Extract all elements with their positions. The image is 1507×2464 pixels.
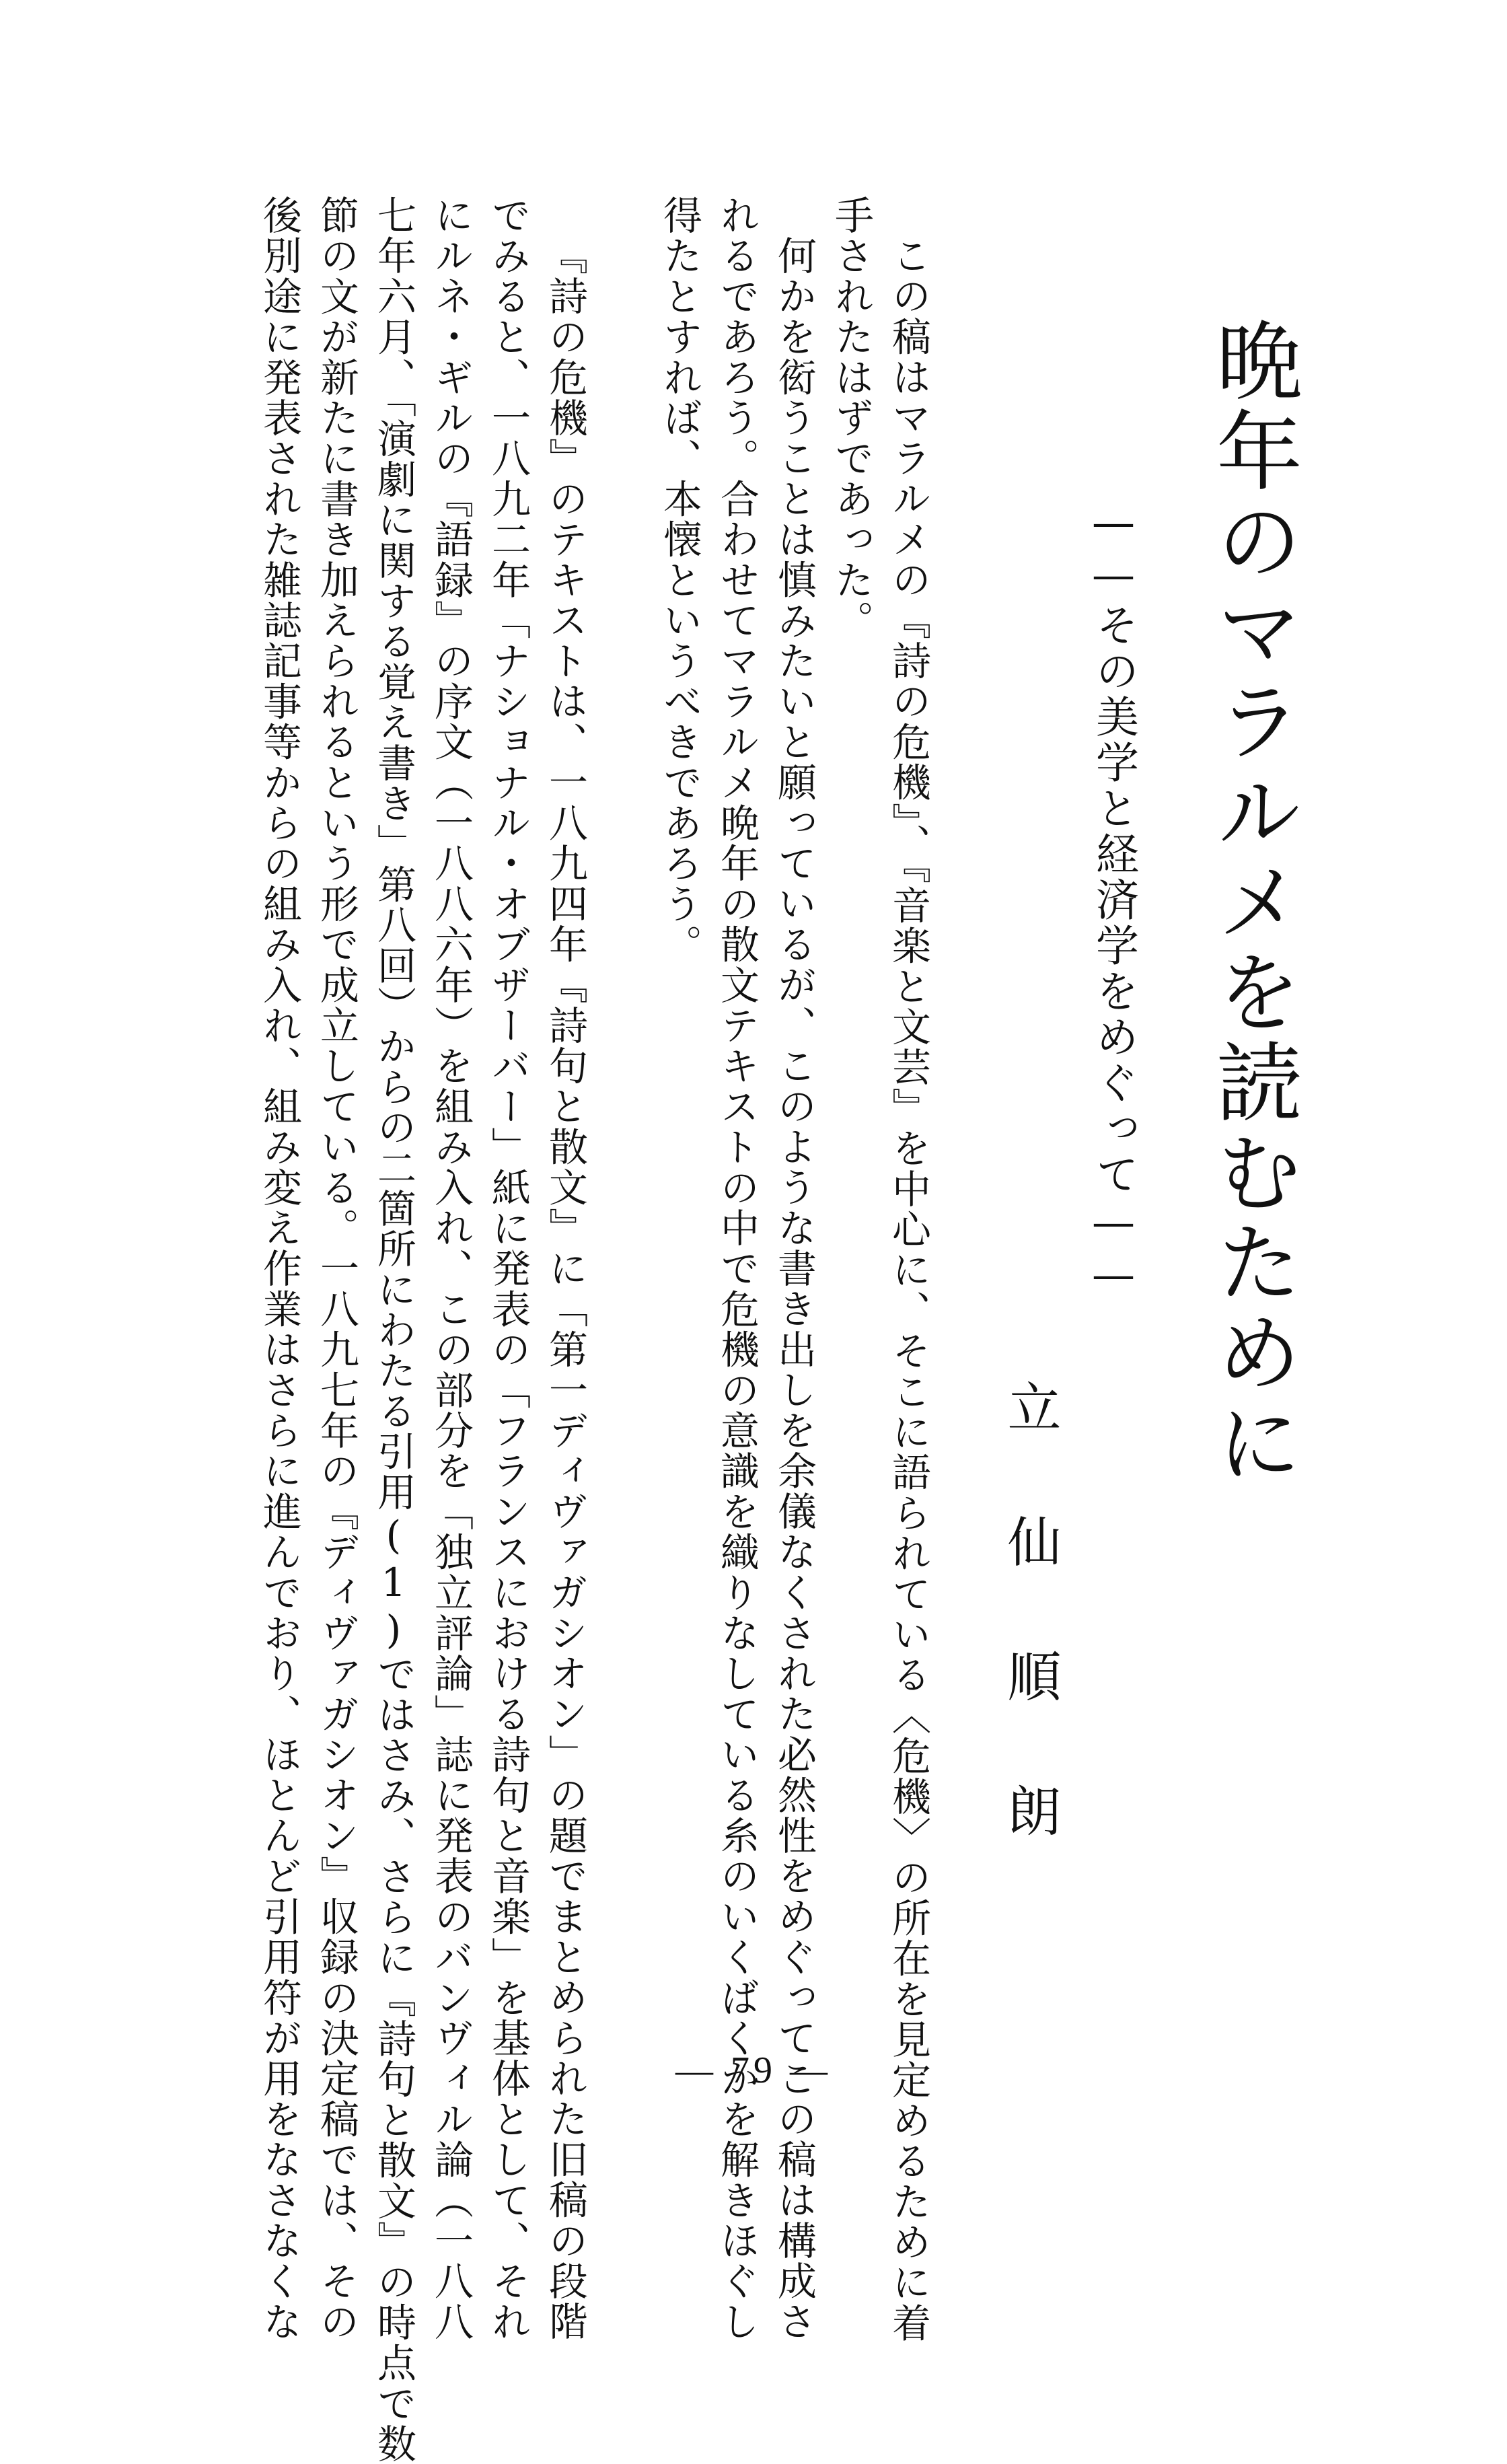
body-column: にルネ・ギルの『語録』の序文（一八八六年）を組み入れ、この部分を「独立評論」誌に発表のバンヴィル論（一八八 — [428, 195, 474, 2342]
page-number: — 79 — — [675, 2050, 832, 2091]
body-column: 七年六月、「演劇に関する覚え書き」第八回）からの二箇所にわたる引用(1)ではさみ、さらに『詩句と散文』の時点で数 — [371, 195, 416, 2464]
article-subtitle: ——その美学と経済学をめぐって—— — [1089, 498, 1138, 1303]
article-title: 晩年のマラルメを読むために — [1202, 316, 1302, 1488]
body-column: 後別途に発表された雑誌記事等からの組み入れ、組み変え作業はさらに進んでおり、ほとんど引用符が用をなさなくな — [256, 195, 302, 2342]
body-column: 節の文が新たに書き加えられるという形で成立している。一八九七年の『ディヴァガシオン』収録の決定稿では、その — [314, 195, 359, 2342]
body-column: この稿はマラルメの『詩の危機』、『音楽と文芸』を中心に、そこに語られている〈危機〉の所在を見定めるために着 — [885, 235, 931, 2344]
body-column: れるであろう。合わせてマラルメ晩年の散文テキストの中で危機の意識を織りなしている糸のいくばくかを解きほぐし — [714, 195, 760, 2342]
body-column: 『詩の危機』のテキストは、一八九四年『詩句と散文』に「第一ディヴァガシオン」の題でまとめられた旧稿の段階 — [542, 235, 588, 2342]
body-column: 何かを衒うことは慎みたいと願っているが、このような書き出しを余儀なくされた必然性をめぐってこの稿は構成さ — [771, 235, 817, 2342]
author-name: 立仙順朗 — [998, 1379, 1061, 1918]
body-column: 手されたはずであった。 — [828, 195, 874, 641]
body-column: 得たとすれば、本懐というべきであろう。 — [657, 195, 702, 965]
body-column: でみると、一八九二年「ナショナル・オブザーバー」紙に発表の「フランスにおける詩句と音楽」を基体として、それ — [485, 195, 531, 2342]
